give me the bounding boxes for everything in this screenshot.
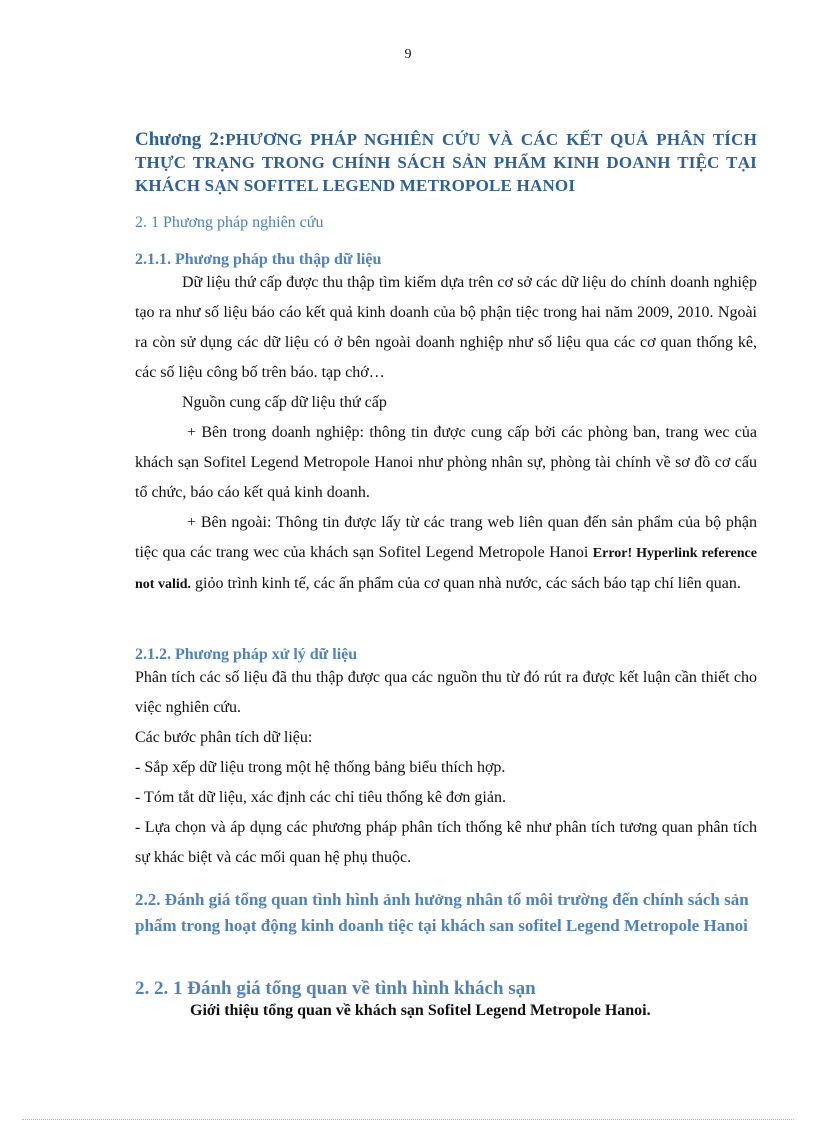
subsection-heading-2-1-2: 2.1.2. Phương pháp xử lý dữ liệu [135,646,358,663]
subsection-heading-2-1-1: 2.1.1. Phương pháp thu thập dữ liệu [135,251,382,268]
chapter-label: Chương 2: [135,129,226,150]
paragraph: + Bên trong doanh nghiệp: thông tin được cung cấp bởi các phòng ban, trang wec của khách sạn Sofitel Legend Metropole Hanoi như phòng nhân sự, phòng tài chính về sơ đồ cơ cấu tổ chức, báo cáo kết quả kinh doanh. [135,424,757,501]
section-heading-2-2: 2.2. Đánh giá tổng quan tình hình ảnh hưởng nhân tố môi trường đến chính sách sản phẩm trong hoạt động kinh doanh tiệc tại khách san sofitel Legend Metropole Hanoi [135,890,749,935]
list-item: - Sắp xếp dữ liệu trong một hệ thống bảng biểu thích hợp. [135,759,506,776]
error-text: Error! Hyperlink reference not valid. [135,546,757,592]
paragraph: Dữ liệu thứ cấp được thu thập tìm kiếm dựa trên cơ sở các dữ liệu do chính doanh nghiệp tạo ra như số liệu báo cáo kết quả kinh doanh của bộ phận tiệc trong hai năm 2009, 2010. Ngoài ra còn sử dụng các dữ liệu có ở bên ngoài doanh nghiệp như số liệu qua các cơ quan thống kê, các số liệu công bố trên báo. tạp chớ… [135,274,757,381]
data-collection-body [135,268,757,600]
page-number: 9 [404,47,412,62]
text-span: + Bên ngoài: Thông tin được lấy từ các trang web liên quan đến sản phẩm của bộ phận tiệc qua các trang wec của khách sạn Sofitel Legend Metropole Hanoi [135,514,757,561]
page-bottom-divider [22,1119,794,1120]
data-processing-body [135,663,757,873]
section-heading-2-1: 2. 1 Phương pháp nghiên cứu [135,214,324,231]
text-span: giỏo trình kinh tế, các ấn phẩm của cơ quan nhà nước, các sách báo tạp chí liên quan. [191,575,741,592]
intro-line: Giới thiệu tổng quan về khách sạn Sofitel Legend Metropole Hanoi. [190,1002,651,1019]
paragraph [135,508,757,600]
subsection-heading-2-2-1: 2. 2. 1 Đánh giá tổng quan về tình hình khách sạn [135,978,536,999]
list-item: - Lựa chọn và áp dụng các phương pháp phân tích thống kê như phân tích tương quan phân tích sự khác biệt và các mối quan hệ phụ thuộc. [135,819,757,866]
list-item: - Tóm tắt dữ liệu, xác định các chỉ tiêu thống kê đơn giản. [135,789,506,806]
steps-label: Các bước phân tích dữ liệu: [135,729,313,746]
paragraph: Phân tích các số liệu đã thu thập được qua các nguồn thu từ đó rút ra được kết luận cần thiết cho việc nghiên cứu. [135,669,757,716]
chapter-heading-text: PHƯƠNG PHÁP NGHIÊN CỨU VÀ CÁC KẾT QUẢ PHÂN TÍCH THỰC TRẠNG TRONG CHÍNH SÁCH SẢN PHẨM KINH DOANH TIỆC TẠI KHÁCH SẠN SOFITEL LEGEND METROPOLE HANOI [135,130,758,195]
chapter-title [135,128,757,197]
paragraph: Nguồn cung cấp dữ liệu thứ cấp [182,394,387,411]
